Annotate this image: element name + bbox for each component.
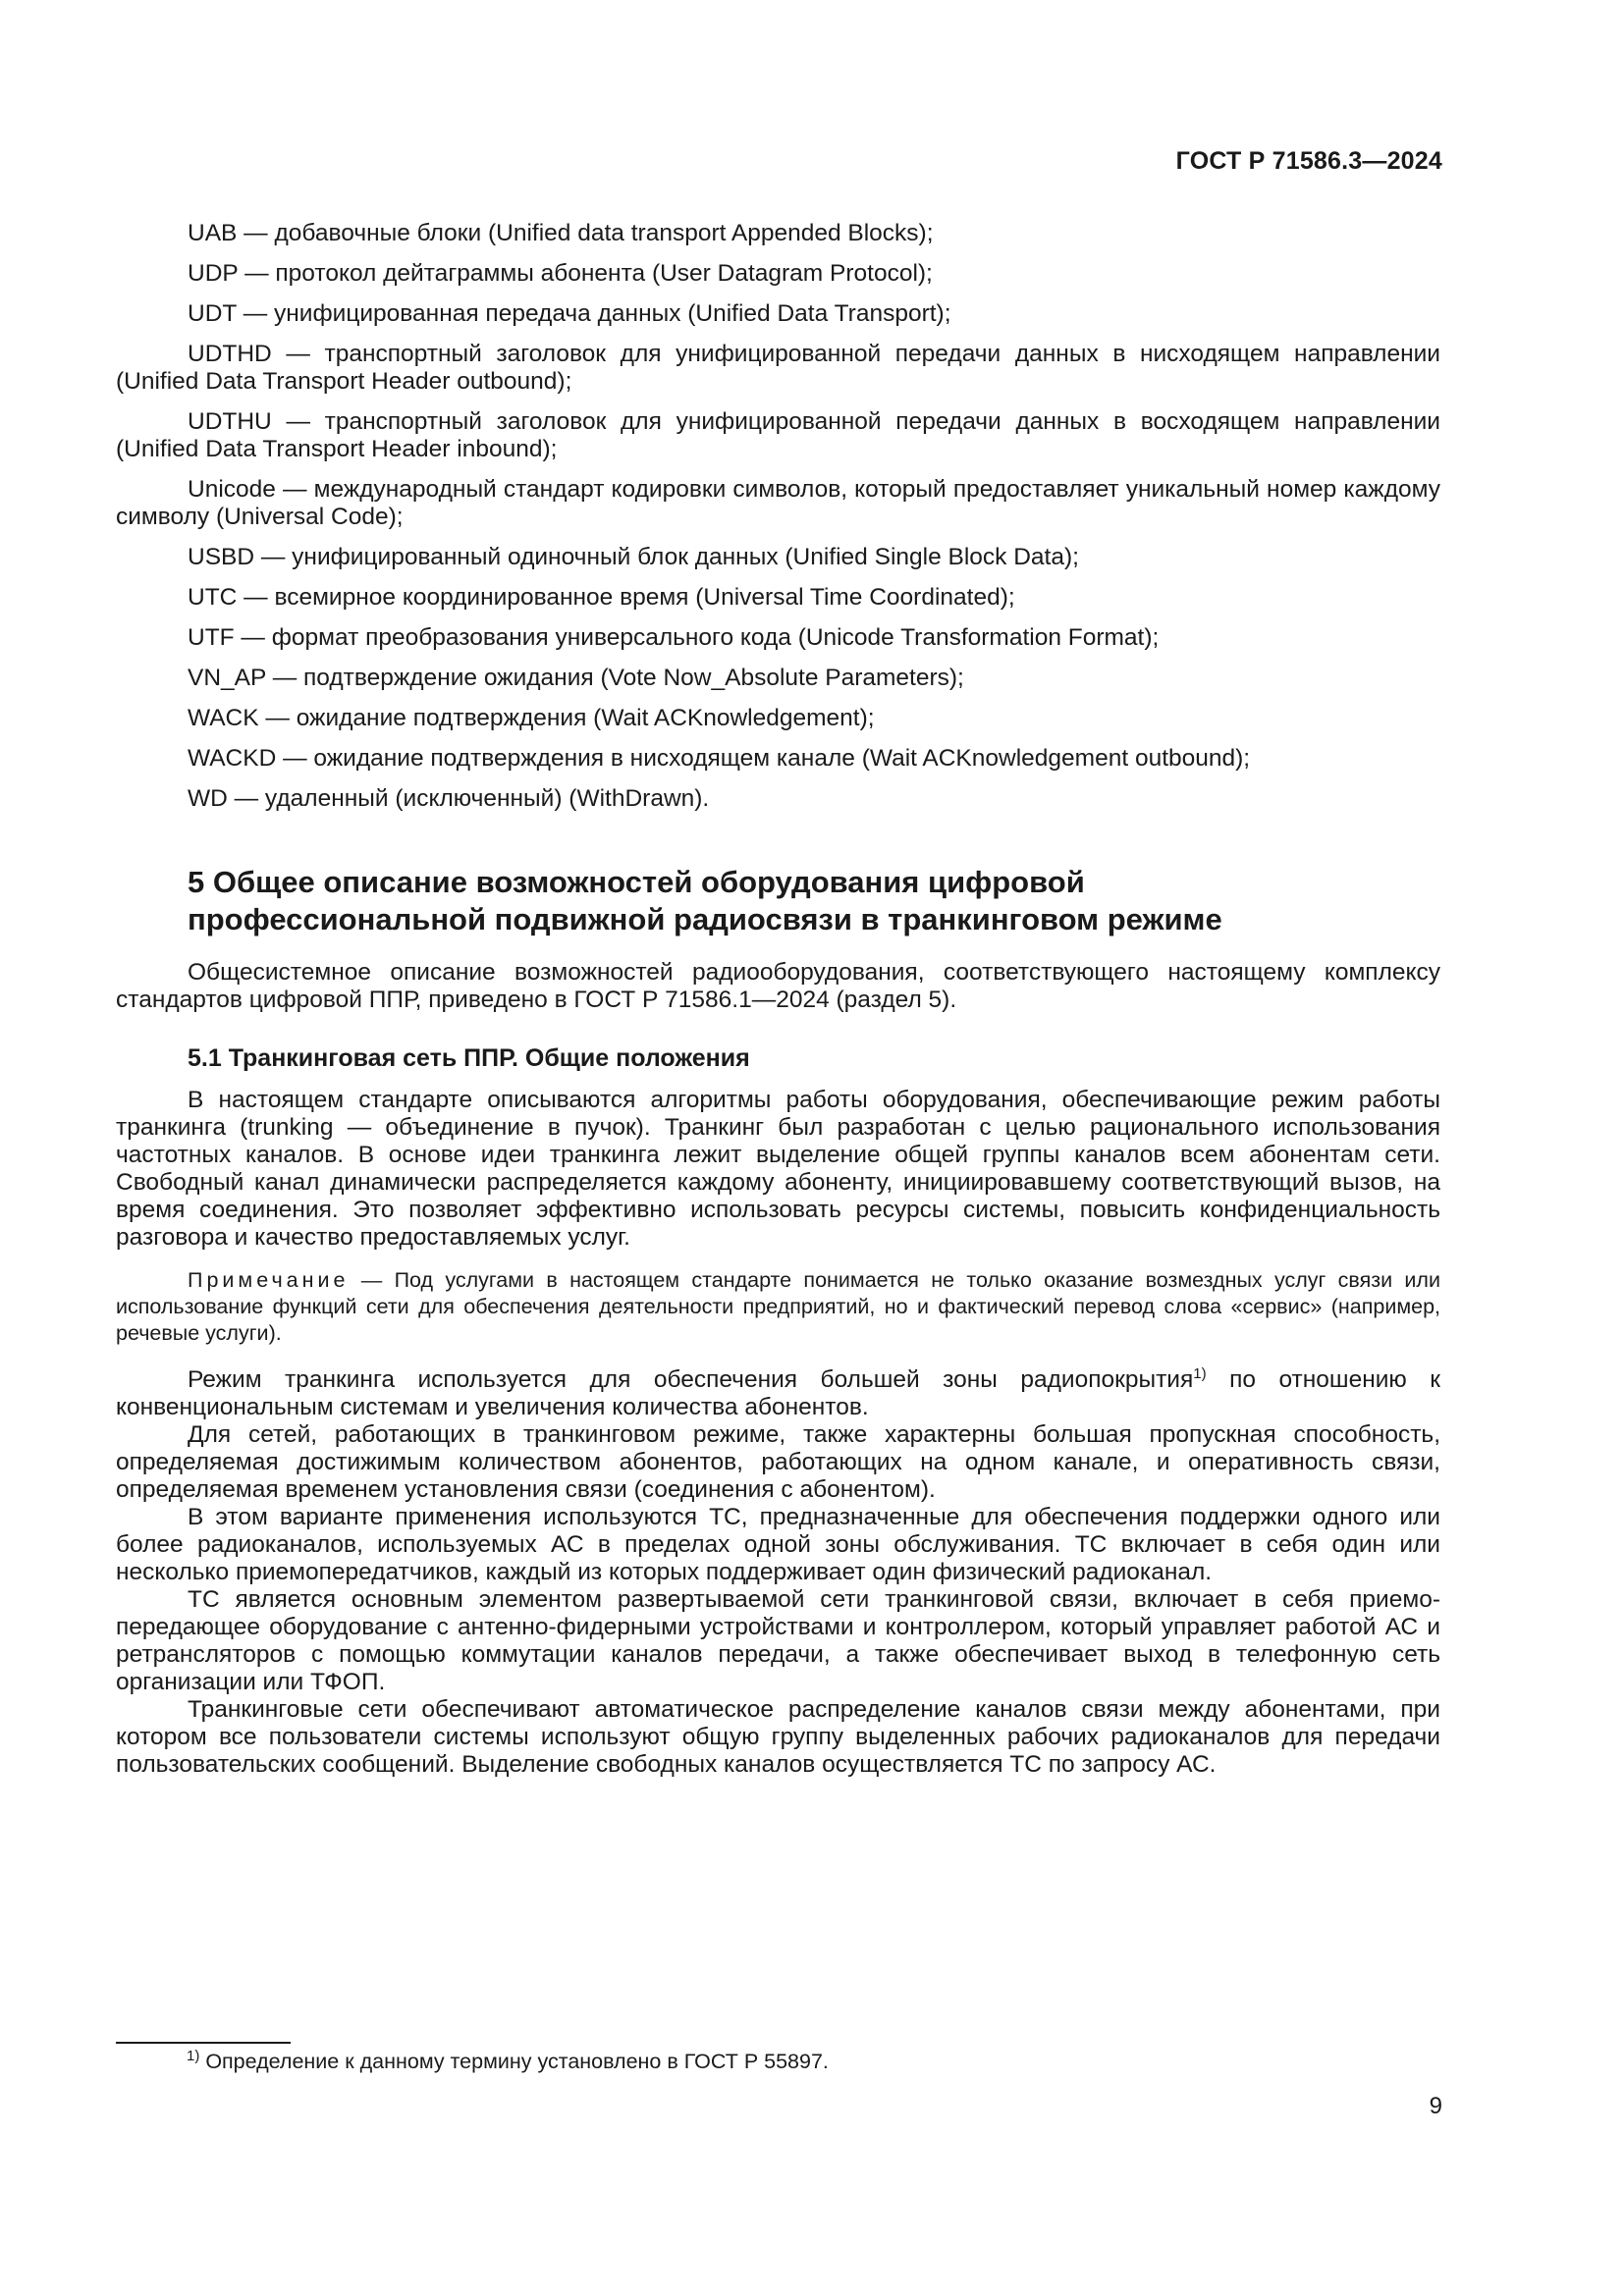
- footnote-reference[interactable]: 1): [1193, 1364, 1207, 1382]
- abbreviation-item: UTF — формат преобразования универсального кода (Unicode Transformation Format);: [188, 624, 1160, 651]
- abbreviation-item: WD — удаленный (исключенный) (WithDrawn).: [188, 785, 710, 812]
- abbreviation-item: UAB — добавочные блоки (Unified data transport Appended Blocks);: [188, 220, 934, 246]
- footnote-text: Определение к данному термину установлено в ГОСТ Р 55897.: [199, 2050, 829, 2073]
- paragraph: В этом варианте применения используются ТС, предназначенные для обеспечения поддержки одного или более радиоканалов, используемых АС в пределах одной зоны обслуживания. ТС включает в себя один или несколько приемопередатчиков, каждый из которых поддерживает один физический радиоканал.: [116, 1504, 1440, 1585]
- abbreviation-item: USBD — унифицированный одиночный блок данных (Unified Single Block Data);: [188, 544, 1079, 570]
- footnote-marker: 1): [187, 2047, 200, 2064]
- paragraph-text: Режим транкинга используется для обеспечения большей зоны радиопокрытия: [188, 1366, 1194, 1393]
- section-5-heading-line-2: профессиональной подвижной радиосвязи в транкинговом режиме: [188, 902, 1222, 936]
- section-5-heading: [188, 864, 1440, 938]
- abbreviation-item: UDP — протокол дейтаграммы абонента (User Datagram Protocol);: [188, 260, 933, 287]
- abbreviation-item: UTC — всемирное координированное время (Universal Time Coordinated);: [188, 584, 1015, 611]
- abbreviation-item: WACKD — ожидание подтверждения в нисходящем канале (Wait ACKnowledgement outbound);: [188, 745, 1251, 772]
- paragraph: [116, 1366, 1440, 1421]
- section-5-intro: Общесистемное описание возможностей радиооборудования, соответствующего настоящему комплексу стандартов цифровой ППР, приведено в ГОСТ Р 71586.1—2024 (раздел 5).: [116, 959, 1440, 1013]
- note-label: Примечание: [188, 1268, 350, 1292]
- footnote: [187, 2048, 829, 2075]
- paragraph: Транкинговые сети обеспечивают автоматическое распределение каналов связи между абонентами, при котором все пользователи системы используют общую группу выделенных рабочих радиоканалов для передачи пользовательских сообщений. Выделение свободных каналов осуществляется ТС по запросу АС.: [116, 1696, 1440, 1778]
- paragraph-text: по отношению к конвенциональным системам и увеличения количества абонентов.: [116, 1366, 1440, 1420]
- paragraph: ТС является основным элементом развертываемой сети транкинговой связи, включает в себя приемо-передающее оборудование с антенно-фидерными устройствами и контроллером, который управляет работой АС и ретрансляторов с помощью коммутации каналов передачи, а также обеспечивает выход в телефонную сеть организации или ТФОП.: [116, 1586, 1440, 1695]
- document-code-header: ГОСТ Р 71586.3—2024: [1175, 147, 1442, 175]
- abbreviation-item: VN_AP — подтверждение ожидания (Vote Now_Absolute Parameters);: [188, 665, 964, 691]
- note-text: — Под услугами в настоящем стандарте понимается не только оказание возмездных услуг связи или использование функций сети для обеспечения деятельности предприятий, но и фактический перевод слова «сервис» (например, речевые услуги).: [116, 1268, 1440, 1345]
- page-content: [116, 220, 1440, 1779]
- abbreviation-item: Unicode — международный стандарт кодировки символов, который предоставляет уникальный номер каждому символу (Universal Code);: [116, 476, 1440, 530]
- abbreviation-item: WACK — ожидание подтверждения (Wait ACKnowledgement);: [188, 705, 875, 731]
- abbreviation-list: [116, 220, 1440, 813]
- note: [116, 1267, 1440, 1347]
- section-5-1-heading: 5.1 Транкинговая сеть ППР. Общие положения: [188, 1044, 750, 1072]
- abbreviation-item: UDTHD — транспортный заголовок для унифицированной передачи данных в нисходящем направлении (Unified Data Transport Header outbound);: [116, 341, 1440, 395]
- page-number: 9: [1429, 2093, 1442, 2119]
- abbreviation-item: UDTHU — транспортный заголовок для унифицированной передачи данных в восходящем направлении (Unified Data Transport Header inbound);: [116, 408, 1440, 462]
- paragraph: Для сетей, работающих в транкинговом режиме, также характерны большая пропускная способность, определяемая достижимым количеством абонентов, работающих на одном канале, и оперативность связи, определяемая временем установления связи (соединения с абонентом).: [116, 1421, 1440, 1503]
- section-5-heading-line-1: 5 Общее описание возможностей оборудования цифровой: [188, 865, 1085, 899]
- paragraph: В настоящем стандарте описываются алгоритмы работы оборудования, обеспечивающие режим работы транкинга (trunking — объединение в пучок). Транкинг был разработан с целью рационального использования частотных каналов. В основе идеи транкинга лежит выделение общей группы каналов всем абонентам сети. Свободный канал динамически распределяется каждому абоненту, инициировавшему соответствующий вызов, на время соединения. Это позволяет эффективно использовать ресурсы системы, повысить конфиденциальность разговора и качество предоставляемых услуг.: [116, 1087, 1440, 1251]
- abbreviation-item: UDT — унифицированная передача данных (Unified Data Transport);: [188, 300, 951, 327]
- footnote-divider: [116, 2042, 291, 2044]
